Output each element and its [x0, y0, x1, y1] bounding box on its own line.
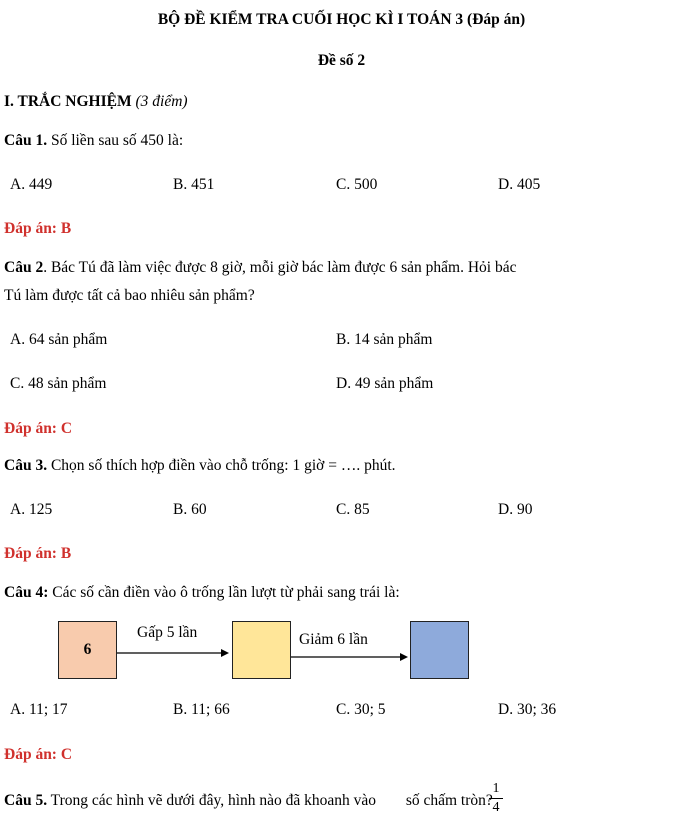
option-d: D. 405 — [498, 176, 541, 193]
question-2-line-2: Tú làm được tất cả bao nhiêu sản phẩm? — [4, 287, 255, 304]
option-c: C. 30; 5 — [336, 701, 386, 718]
question-label: Câu 5. — [4, 792, 48, 809]
option-b: B. 11; 66 — [173, 701, 230, 718]
option-b: B. 14 sản phẩm — [336, 331, 433, 348]
question-label: Câu 1. — [4, 132, 48, 149]
question-5 — [4, 792, 493, 810]
question-1 — [4, 132, 183, 150]
option-c: C. 500 — [336, 176, 378, 193]
question-3 — [4, 457, 396, 475]
step-2-label: Giảm 6 lần — [299, 631, 368, 648]
option-b: B. 451 — [173, 176, 215, 193]
question-label: Câu 4: — [4, 584, 49, 601]
option-d: D. 30; 36 — [498, 701, 557, 718]
answer-1: Đáp án: B — [4, 220, 72, 237]
blank-box-1 — [232, 621, 291, 679]
fraction-denominator: 4 — [492, 800, 500, 815]
question-text-end: số chấm tròn? — [401, 792, 493, 809]
question-4 — [4, 584, 400, 602]
option-a: A. 449 — [10, 176, 53, 193]
question-text: Trong các hình vẽ dưới đây, hình nào đã khoanh vào — [47, 792, 380, 809]
option-a: A. 64 sản phẩm — [10, 331, 108, 348]
start-box: 6 — [58, 621, 117, 679]
fraction — [489, 782, 503, 815]
question-text: Chọn số thích hợp điền vào chỗ trống: 1 giờ = …. phút. — [47, 457, 396, 474]
question-text: . Bác Tú đã làm việc được 8 giờ, mỗi giờ bác làm được 6 sản phẩm. Hỏi bác — [43, 259, 517, 276]
option-d: D. 49 sản phẩm — [336, 375, 434, 392]
arrow-icon — [117, 648, 231, 658]
section-heading — [4, 93, 188, 111]
arrow-icon — [291, 652, 410, 662]
section-label: I. TRẮC NGHIỆM — [4, 93, 132, 110]
question-label: Câu 2 — [4, 259, 44, 276]
option-d: D. 90 — [498, 501, 533, 518]
question-text: Các số cần điền vào ô trống lần lượt từ phải sang trái là: — [48, 584, 400, 601]
question-2 — [4, 259, 516, 277]
answer-3: Đáp án: B — [4, 545, 72, 562]
option-a: A. 11; 17 — [10, 701, 68, 718]
step-1-label: Gấp 5 lần — [137, 624, 198, 641]
question-text: Số liền sau số 450 là: — [47, 132, 184, 149]
blank-box-2 — [410, 621, 469, 679]
question-label: Câu 3. — [4, 457, 48, 474]
document-title: BỘ ĐỀ KIỂM TRA CUỐI HỌC KÌ I TOÁN 3 (Đáp án) — [157, 11, 526, 28]
option-c: C. 85 — [336, 501, 370, 518]
section-points: (3 điểm) — [135, 93, 188, 110]
answer-2: Đáp án: C — [4, 420, 73, 437]
answer-4: Đáp án: C — [4, 746, 73, 763]
fraction-numerator: 1 — [492, 781, 500, 796]
document-subtitle: Đề số 2 — [317, 52, 366, 69]
option-b: B. 60 — [173, 501, 207, 518]
option-a: A. 125 — [10, 501, 53, 518]
option-c: C. 48 sản phẩm — [10, 375, 107, 392]
